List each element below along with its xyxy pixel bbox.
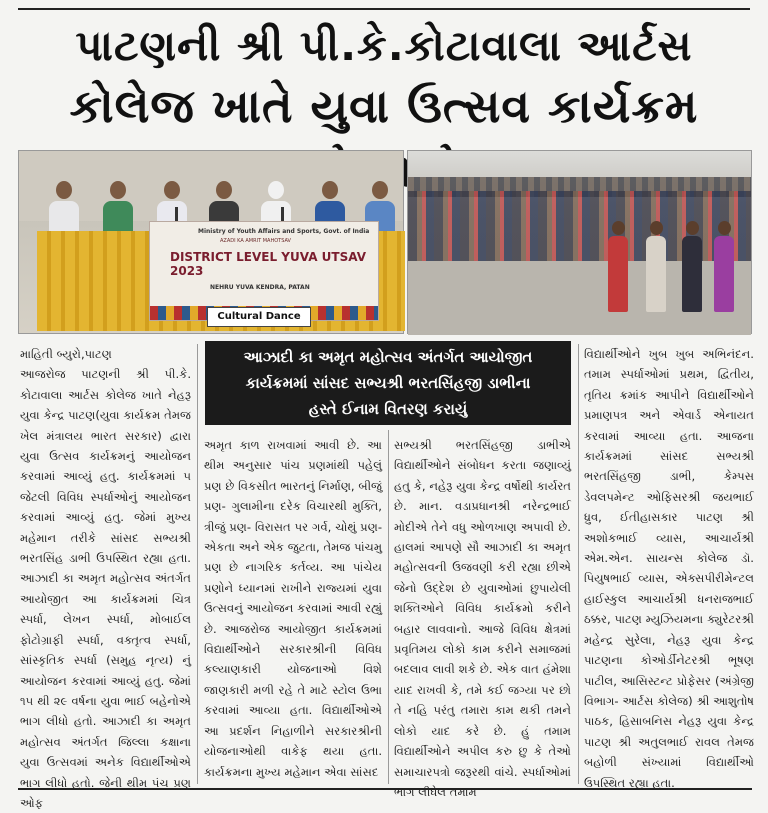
banner-title: DISTRICT LEVEL YUVA UTSAV 2023 (170, 250, 366, 278)
event-banner (149, 221, 379, 321)
headline-line-1: પાટણની શ્રી પી.કે.કોટાવાલા આર્ટસ (75, 21, 693, 70)
photo-stage-dignitaries (18, 150, 404, 334)
article-dateline: માહિતી બ્યુરો,પાટણ (20, 347, 112, 361)
pull-quote-line-1: આઝાદી કા અમૃત મહોત્સવ અંતર્ગત આયોજીત (243, 348, 533, 366)
photo-caption: Cultural Dance (207, 307, 311, 327)
photo-audience (407, 150, 752, 334)
article-column-3 (394, 435, 571, 802)
column-rule (197, 344, 198, 784)
article-column-3-text: સભ્યશ્રી ભરતસિંહજી ડાભીએ વિદ્યાર્થીઓને સંબોધન કરતા જણાવ્યું હતુ કે, નહેરૂ યુવા કેન્દ્ર વર્ષોથી કાર્યરત છે. માન. વડાપ્રધાનશ્રી નરેન્દ્રભાઈ મોદીએ તેને વધુ ઓળખાણ અપાવી છે. હાલમાં આપણે સૌ આઝાદી કા અમૃત મહોત્સવની ઉજવણી કરી રહ્યા છીએ જેનો ઉદ્દેશ છે યુવાઓમાં છુપાયેલી શક્તિઓને વિવિધ કાર્યક્રમો કરીને બહાર લાવવાનો. આજે વિવિધ ક્ષેત્રમાં પ્રવૃતિમય લોકો કામ કરીને સમાજમાં બદલાવ લાવી શકે છે. એક વાત હંમેશા યાદ રાખવી કે, તમે કઈ જગ્યા પર છો તે નહિ પરંતુ તમારા કામ થકી તમને લોકો યાદ કરે છે. હું તમામ વિદ્યાર્થીઓને અપીલ કરુ છુ કે તેઓ સમાચારપત્રો જરૂરથી વાંચે. સ્પર્ધાઓમાં ભાગ લીધેલ તમામ (394, 438, 571, 799)
article-column-2-text: અમૃત કાળ રાખવામાં આવી છે. આ થીમ અનુસાર પાંચ પ્રણમાંથી પહેલું પ્રણ છે વિકસીત ભારતનું નિર્માણ, બીજું પ્રણ- ગુલામીના દરેક વિચારથી મુક્તિ, ત્રીજું પ્રણ- વિરાસત પર ગર્વ, ચોથું પ્રણ-એકતા અને એક જુટતા, તેમજ પાંચમુ પ્રણ છે નાગરિક કર્તવ્ય. આ પાંચેય પ્રણોને ધ્યાનમાં રાખીને રાજ્યમાં યુવા ઉત્સવનું આયોજન કરવામાં આવી રહ્યું છે. આજરોજ આયોજીત કાર્યક્રમમાં વિદ્યાર્થીઓને સરકારશ્રીની વિવિધ કલ્યાણકારી યોજનાઓ વિશે જાણકારી મળી રહે તે માટે સ્ટોલ ઉભા કરવામાં આવ્યા હતા. વિદ્યાર્થીઓએ આ પ્રદર્શન નિહાળીને સરકારશ્રીની યોજનાઓથી વાકેફ થયા હતા. કાર્યક્રમના મુખ્ય મહેમાન એવા સાંસદ (204, 438, 382, 779)
banner-kendra: NEHRU YUVA KENDRA, PATAN (210, 284, 310, 291)
article-column-4-text: વિદ્યાર્થીઓને ખુબ ખુબ અભિનંદન. તમામ સ્પર્ધાઓમાં પ્રથમ, દ્વિતીય, તૃતિય ક્રમાંક આપીને વિદ્યાર્થીઓને પ્રમાણપત્ર અને એવાર્ડ એનાયત કરવામાં આવ્યા હતા. આજના કાર્યક્રમમાં સાંસદ સભ્યશ્રી ભરતસિંહજી ડાભી, કેમ્પસ ડેવલપમેન્ટ ઓફિસરશ્રી જયભાઈ ધ્રુવ, ઈતીહાસકાર પાટણ શ્રી અશોકભાઈ વ્યાસ, આચાર્યશ્રી એમ.એન. સાયન્સ કોલેજ ડૉ. પિયુષભાઈ વ્યાસ, એક્સપીરીમેન્ટલ હાઈસ્કુલ આચાર્યશ્રી ધનરાજભાઈ ઠક્કર, પાટણ મ્યુઝિયમના ક્યુરેટરશ્રી મહેન્દ્ર સુરેલા, નેહરૂ યુવા કેન્દ્ર પાટણના કોઓર્ડીનેટરશ્રી ભૂષણ પાટીલ, આસિસ્ટન્ટ પ્રોફેસર (અંગ્રેજી વિભાગ- આર્ટસ કોલેજ) શ્રી આશુતોષ પાઠક, હિસાબનિસ નેહરૂ યુવા કેન્દ્ર પાટણ શ્રી અતુલભાઈ રાવલ તેમજ બહોળી સંખ્યામાં વિદ્યાર્થીઓ ઉપસ્થિત રહ્યા હતા. (584, 347, 754, 790)
headline-line-2: કોલેજ ખાતે યુવા ઉત્સવ કાર્યક્રમ (69, 79, 699, 133)
top-rule (18, 0, 750, 10)
audience-person (714, 221, 734, 311)
pull-quote-line-3: હસ્તે ઈનામ વિતરણ કરાયું (308, 400, 468, 418)
audience-person (646, 221, 666, 311)
article-column-2 (204, 435, 382, 782)
audience-person (682, 221, 702, 311)
article-column-4 (584, 344, 754, 793)
column-rule (388, 430, 389, 784)
pull-quote-box (205, 341, 571, 425)
pull-quote-line-2: કાર્યક્રમમાં સાંસદ સભ્યશ્રી ભરતસિંહજી ડાભીના (245, 374, 531, 392)
article-column-1 (20, 344, 191, 813)
column-rule (578, 344, 579, 784)
banner-ministry: Ministry of Youth Affairs and Sports, Govt. of India (198, 228, 370, 235)
article-column-1-text: આજરોજ પાટણની શ્રી પી.કે. કોટાવાલા આર્ટસ કોલેજ ખાતે નેહરૂ યુવા કેન્દ્ર પાટણ(યુવા કાર્યક્રમ તેમજ ખેલ મંત્રાલય ભારત સરકાર) દ્વારા યુવા ઉત્સવ કાર્યક્રમનું આયોજન કરવામાં આવ્યું હતુ. કાર્યક્રમમાં ૫ જેટલી વિવિધ સ્પર્ધાઓનું આયોજન કરવામાં આવ્યું હતુ. જેમાં મુખ્ય મહેમાન તરીકે સાંસદ સભ્યશ્રી ભરતસિંહ ડાભી ઉપસ્થિત રહ્યા હતા. આઝાદી કા અમૃત મહોત્સવ અંતર્ગત આયોજીત આ કાર્યક્રમમાં ચિત્ર સ્પર્ધા, લેખન સ્પર્ધા, મોબાઈલ ફોટોગ્રાફી સ્પર્ધા, વક્તૃત્વ સ્પર્ધા, સાંસ્કૃતિક સ્પર્ધા (સમુહ નૃત્ય) નું આયોજન કરવામાં આવ્યું હતુ. જેમાં ૧૫ થી ૨૯ વર્ષના યુવા ભાઈ બહેનોએ ભાગ લીધો હતો. આઝાદી કા અમૃત મહોત્સવ અંતર્ગત જિલ્લા કક્ષાના યુવા ઉત્સવમાં અનેક વિદ્યાર્થીઓએ ભાગ લીધો હતો. જેની થીમ પંચ પ્રણ ઓફ (20, 367, 191, 810)
banner-azadi: AZADI KA AMRIT MAHOTSAV (220, 238, 291, 244)
audience-person (608, 221, 628, 311)
bottom-rule (18, 788, 752, 801)
